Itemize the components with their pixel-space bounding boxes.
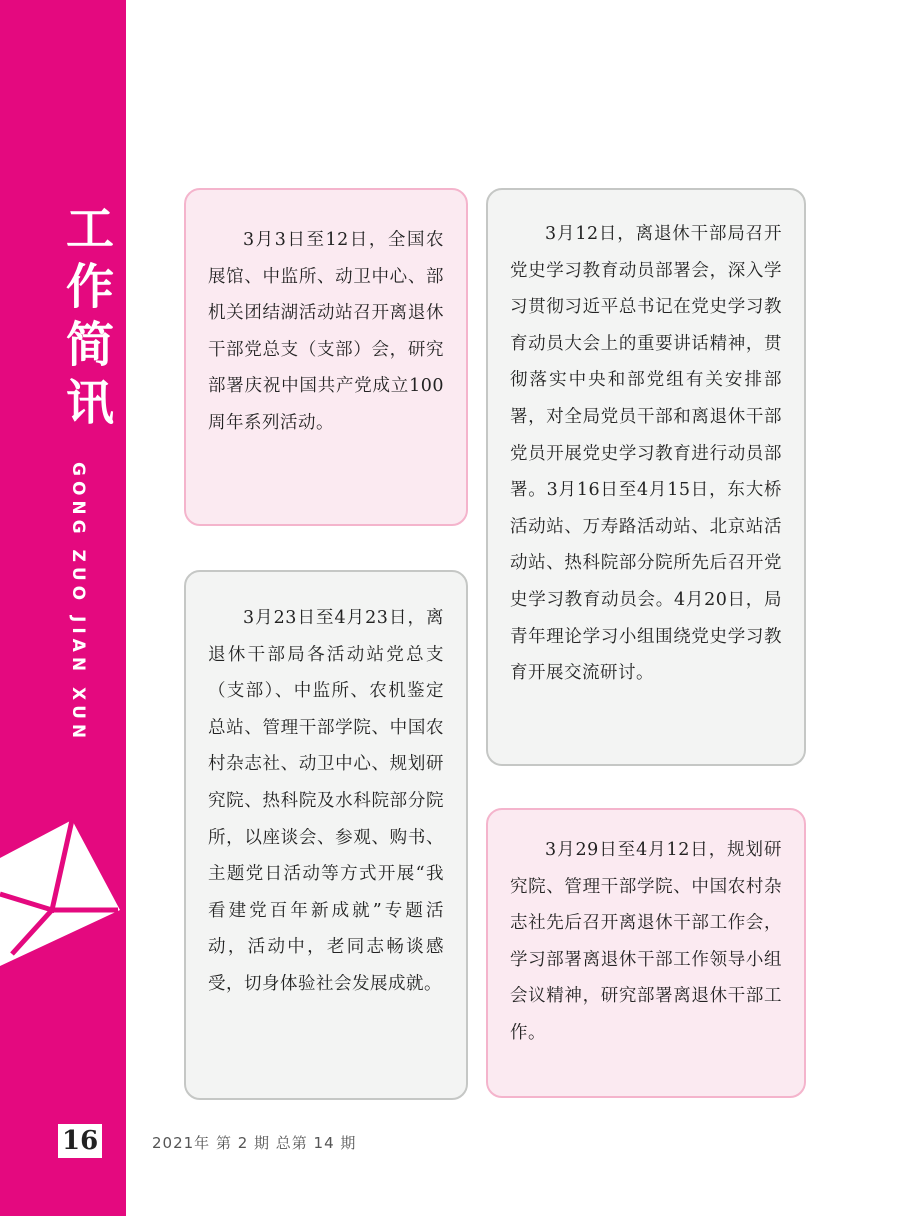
section-title-char: 工: [65, 201, 114, 257]
news-card-text: 3月29日至4月12日，规划研究院、管理干部学院、中国农村杂志社先后召开离退休干部工作会，学习部署离退休干部工作领导小组会议精神，研究部署离退休干部工作。: [510, 840, 782, 1043]
page-number: 16: [58, 1124, 102, 1158]
news-card-1: [184, 188, 468, 526]
section-title: [62, 200, 118, 432]
section-title-char: 作: [65, 259, 114, 315]
news-card-text: 3月3日至12日，全国农展馆、中监所、动卫中心、部机关团结湖活动站召开离退休干部党总支（支部）会，研究部署庆祝中国共产党成立100周年系列活动。: [208, 230, 444, 433]
sidebar: [0, 0, 126, 1216]
news-card-text: 3月23日至4月23日，离退休干部局各活动站党总支（支部）、中监所、农机鉴定总站、管理干部学院、中国农村杂志社、动卫中心、规划研究院、热科院及水科院部分院所，以座谈会、参观、购书、主题党日活动等方式开展“我看建党百年新成就”专题活动，活动中，老同志畅谈感受，切身体验社会发展成就。: [208, 608, 444, 994]
issue-info: 2021年 第 2 期 总第 14 期: [152, 1134, 357, 1152]
news-card-2: [486, 188, 806, 766]
news-card-4: [486, 808, 806, 1098]
section-pinyin: GONG ZUO JIAN XUN: [68, 462, 88, 744]
news-card-text: 3月12日，离退休干部局召开党史学习教育动员部署会，深入学习贯彻习近平总书记在党史学习教育动员大会上的重要讲话精神，贯彻落实中央和部党组有关安排部署，对全局党员干部和离退休干部党员开展党史学习教育进行动员部署。3月16日至4月15日，东大桥活动站、万寿路活动站、北京站活动站、热科院部分院所先后召开党史学习教育动员会。4月20日，局青年理论学习小组围绕党史学习教育开展交流研讨。: [510, 224, 782, 684]
section-title-char: 简: [65, 317, 114, 373]
news-card-3: [184, 570, 468, 1100]
envelope-icon: [0, 818, 122, 966]
section-title-char: 讯: [65, 375, 114, 431]
